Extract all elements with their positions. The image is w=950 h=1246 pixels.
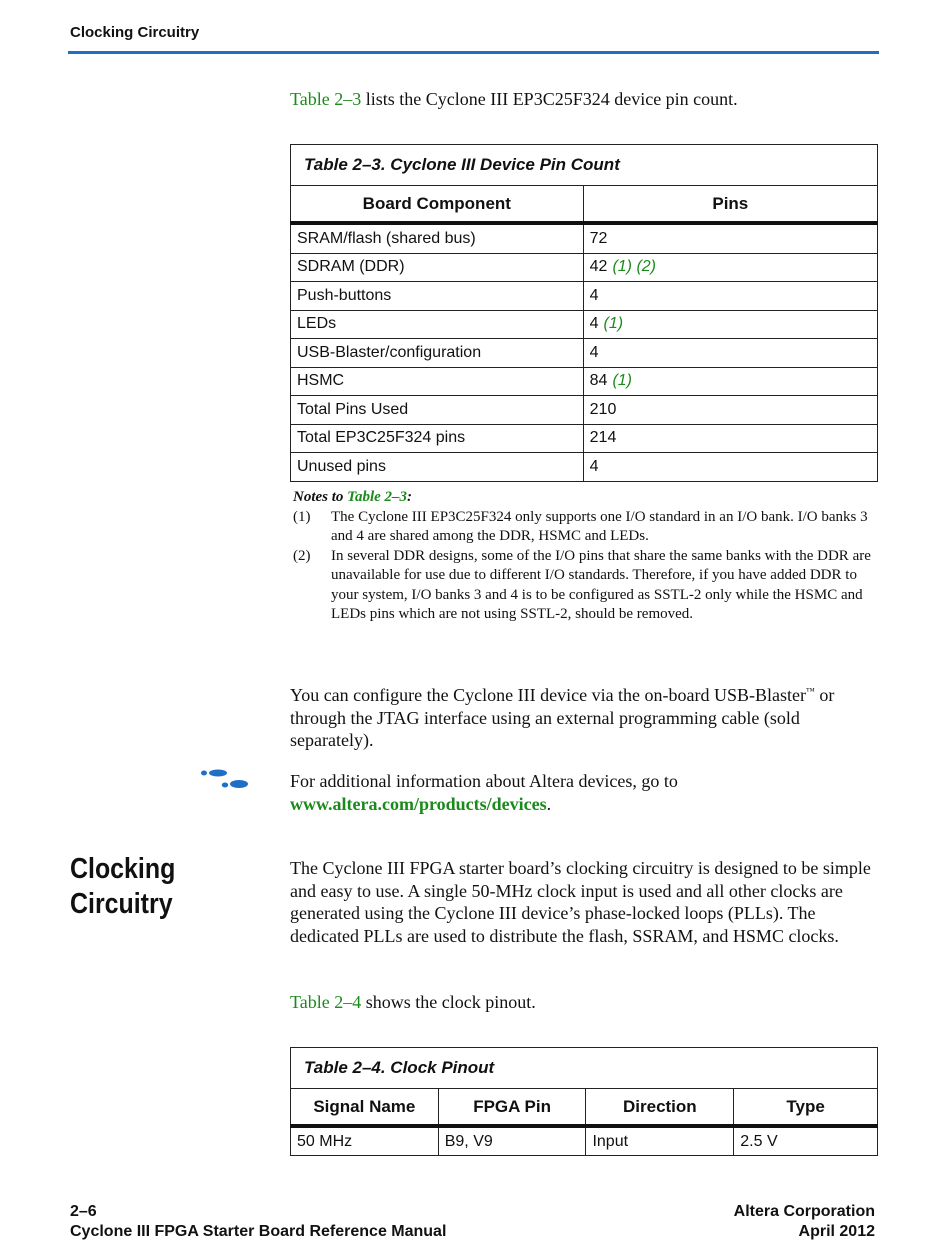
fpga-pin-cell: B9, V9	[438, 1126, 586, 1156]
table-2-4-link[interactable]: Table 2–4	[290, 992, 362, 1012]
notes-title: Notes to	[293, 489, 348, 505]
pins-cell	[583, 453, 877, 482]
table-row	[291, 424, 878, 453]
section-heading-line1: Clocking	[70, 853, 176, 885]
footprints-icon	[200, 768, 250, 792]
info-note-paragraph	[290, 770, 880, 815]
table-row	[291, 339, 878, 368]
note-number: (2)	[293, 547, 311, 564]
footer-page-number: 2–6	[70, 1203, 97, 1220]
board-component-cell: Push-buttons	[291, 282, 584, 311]
column-header: Direction	[586, 1089, 734, 1127]
footer-manual-title: Cyclone III FPGA Starter Board Reference Manual	[70, 1223, 447, 1240]
pins-cell	[583, 310, 877, 339]
altera-devices-link[interactable]: www.altera.com/products/devices	[290, 793, 547, 814]
table-2-3-link[interactable]: Table 2–3	[290, 89, 362, 109]
pins-cell	[583, 253, 877, 282]
pins-value: 4	[589, 343, 599, 361]
configure-paragraph	[290, 680, 880, 752]
board-component-cell: LEDs	[291, 310, 584, 339]
table-row	[291, 367, 878, 396]
table-caption: Table 2–4. Clock Pinout	[291, 1048, 878, 1089]
board-component-cell: SRAM/flash (shared bus)	[291, 223, 584, 253]
note-item	[293, 508, 883, 547]
pins-value: 210	[589, 400, 617, 418]
table-row	[291, 310, 878, 339]
pins-value: 72	[589, 229, 608, 247]
board-component-cell: Total Pins Used	[291, 396, 584, 425]
table-row	[291, 253, 878, 282]
column-header: FPGA Pin	[438, 1089, 586, 1127]
board-component-cell: Total EP3C25F324 pins	[291, 424, 584, 453]
pins-value: 84	[589, 372, 608, 390]
section-heading	[70, 852, 175, 922]
board-component-cell: SDRAM (DDR)	[291, 253, 584, 282]
note-item	[293, 547, 883, 625]
pins-value: 4	[589, 457, 599, 475]
pins-cell	[583, 339, 877, 368]
pins-cell	[583, 223, 877, 253]
trademark-symbol: ™	[806, 686, 815, 696]
pins-value: 214	[589, 429, 617, 447]
pins-value: 42	[589, 258, 608, 276]
type-cell: 2.5 V	[734, 1126, 878, 1156]
configure-text: You can configure the Cyclone III device via the on-board USB-Blaster	[290, 685, 807, 705]
table-row	[291, 453, 878, 482]
table-2-3-intro	[290, 88, 880, 111]
note-text: The Cyclone III EP3C25F324 only supports one I/O standard in an I/O bank. I/O banks 3 and 4 are shared among the DDR, HSMC and LEDs.	[331, 508, 868, 544]
pins-value: 4	[589, 315, 599, 333]
pin-count-table	[290, 144, 878, 482]
intro-text: lists the Cyclone III EP3C25F324 device pin count.	[361, 89, 738, 109]
table-row	[291, 396, 878, 425]
table-caption: Table 2–3. Cyclone III Device Pin Count	[291, 145, 878, 186]
column-header: Board Component	[291, 186, 584, 224]
running-header: Clocking Circuitry	[70, 24, 200, 41]
column-header: Signal Name	[291, 1089, 439, 1127]
table-row	[291, 282, 878, 311]
pins-note-ref[interactable]: (1) (2)	[612, 258, 656, 276]
table-row	[291, 1126, 878, 1156]
header-rule	[68, 51, 879, 54]
pins-cell	[583, 396, 877, 425]
clock-pinout-table	[290, 1047, 878, 1156]
pins-cell	[583, 282, 877, 311]
note-number: (1)	[293, 508, 311, 525]
column-header: Pins	[583, 186, 877, 224]
footer-date: April 2012	[798, 1223, 875, 1240]
table-notes	[293, 488, 883, 625]
table-row	[291, 223, 878, 253]
pins-value: 4	[589, 286, 599, 304]
table-2-4-intro-text: shows the clock pinout.	[361, 992, 536, 1012]
signal-name-cell: 50 MHz	[291, 1126, 439, 1156]
board-component-cell: Unused pins	[291, 453, 584, 482]
table-2-4-intro	[290, 991, 880, 1014]
pins-note-ref[interactable]: (1)	[603, 315, 624, 333]
direction-cell: Input	[586, 1126, 734, 1156]
configure-text-rest: or through the JTAG interface using an external programming cable (sold separately).	[290, 685, 835, 750]
column-header: Type	[734, 1089, 878, 1127]
notes-colon: :	[407, 489, 413, 505]
section-heading-line2: Circuitry	[70, 888, 173, 920]
board-component-cell: HSMC	[291, 367, 584, 396]
notes-table-link[interactable]: Table 2–3	[347, 489, 408, 505]
info-note-text: For additional information about Altera devices, go to	[290, 771, 678, 791]
clocking-paragraph: The Cyclone III FPGA starter board’s clocking circuitry is designed to be simple and easy to use. A single 50-MHz clock input is used and all other clocks are generated using the Cyclone III device’s phase-locked loops (PLLs). The dedicated PLLs are used to distribute the flash, SSRAM, and HSMC clocks.	[290, 858, 871, 946]
note-text: In several DDR designs, some of the I/O pins that share the same banks with the DDR are unavailable for use due to different I/O standards. Therefore, if you have added DDR to your system, I/O banks 3 and 4 is to be configured as SSTL-2 only while the HSMC and LEDs pins which are not using SSTL-2, should be removed.	[331, 547, 871, 622]
footer-company: Altera Corporation	[733, 1203, 875, 1220]
pins-cell	[583, 424, 877, 453]
pins-note-ref[interactable]: (1)	[612, 372, 632, 390]
board-component-cell: USB-Blaster/configuration	[291, 339, 584, 368]
pins-cell	[583, 367, 877, 396]
info-note-end: .	[546, 793, 552, 814]
